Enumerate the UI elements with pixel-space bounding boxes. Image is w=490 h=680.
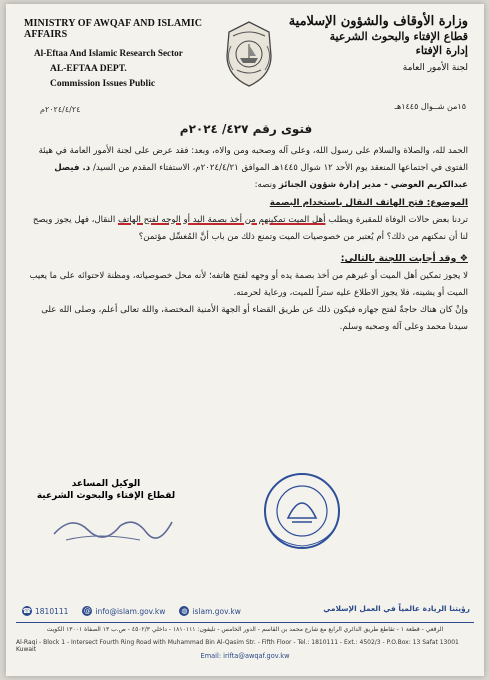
vision-slogan xyxy=(323,604,470,613)
slogan-text: الريادة عالمياً في العمل الإسلامي xyxy=(323,604,447,613)
committee-name-ar: لجنة الأمور العامة xyxy=(402,63,468,73)
phone-contact xyxy=(22,606,68,616)
footer xyxy=(6,592,484,676)
department-name-en: AL-EFTAA DEPT. xyxy=(50,64,127,74)
subject-line xyxy=(24,194,468,212)
phone-number: 1810111 xyxy=(35,606,69,616)
question-start: تردنا بعض حالات الوفاة للمقبرة ويطلب xyxy=(325,215,468,225)
intro-text: الحمد لله، والصلاة والسلام على رسول الله، وعلى آله وصحبه ومن والاه، وبعد: فقد عرض على لجنة الأمور العامة في هيئة الفتوى في اجتماعها المنعقد يوم الأحد ١٢ شوال ١٤٤٥هـ الموافق ٢٠٢٤/٤/٢١م، الاستفتاء المقدم من السيد/ xyxy=(38,146,468,173)
committee-name-en: Commission Issues Public xyxy=(50,79,156,89)
address-english: Al-Raqi - Block 1 - Intersect Fourth Ring Road with Muhammad Bin Al-Qasim Str. - Fifth Floor - Tel.: 1810111 - Ext.: 4502/3 - P.O.Box: 13 Safat 13001 Kuwait xyxy=(16,639,459,653)
signatory-sector: لقطاع الإفتاء والبحوث الشرعية xyxy=(36,491,176,501)
fatwa-title: فتوى رقم ٤٢٧/ ٢٠٢٤م xyxy=(179,122,313,136)
answer-heading: ❖ وقد أجابت اللجنة بالتالي: xyxy=(340,253,468,264)
subject-text: فتح الهاتف النقال باستخدام البصمة xyxy=(269,198,424,208)
answer-paragraph-2: وإنْ كان هناك حاجةٌ لفتح جهازه فيكون ذلك عن طريق القضاء أو الجهة الأمنية المختصة، والله تعالى أعلم، وصلى الله على سيدنا محمد وعلى آله وصحبه وسلم. xyxy=(41,305,468,332)
sector-name-ar: قطاع الإفتاء والبحوث الشرعية xyxy=(329,30,468,43)
handwritten-signature-icon xyxy=(48,508,178,548)
intro-paragraph xyxy=(24,143,468,194)
arabic-letterhead xyxy=(278,14,468,73)
hijri-date: ١٥من شــوال ١٤٤٥هـ xyxy=(394,102,466,111)
english-letterhead xyxy=(24,18,214,89)
question-end: النقال، فهل يجوز ويصح لنا أن نمكنهم من ذلك؟ أم يُعتبر من خصوصيات الميت وتمنع ذلك من باب أنَّ المُغسِّل مؤتمن؟ xyxy=(32,215,468,242)
email-contact[interactable] xyxy=(82,606,165,616)
sector-name-en: Al-Eftaa And Islamic Research Sector xyxy=(34,48,183,58)
letter-page xyxy=(6,4,484,676)
subject-label: الموضوع: xyxy=(426,198,468,208)
ministry-name-ar: وزارة الأوقاف والشؤون الإسلامية xyxy=(288,14,468,29)
phone-icon: ☎ xyxy=(22,607,32,615)
globe-icon: ◍ xyxy=(181,607,188,615)
fatwa-body xyxy=(24,122,468,336)
signatory-title: الوكيل المساعد xyxy=(71,479,141,489)
signature-block xyxy=(36,479,176,501)
gregorian-date: ٢٠٢٤/٤/٢٤م xyxy=(40,105,81,114)
kuwait-emblem-icon xyxy=(219,18,279,90)
footer-divider xyxy=(16,622,474,623)
address-arabic: الرقعي - قطعة ١ - تقاطع طريق الدائري الرابع مع شارع محمد بن القاسم - الدور الخامس - تليفون: ١٨١٠١١١ - داخلي ٤٥٠٢/٣ - ص.ب ١٣ الصفاة ١٣٠٠١ الكويت xyxy=(46,626,444,633)
petitioner-suffix: ونصه: xyxy=(254,180,277,190)
question-paragraph xyxy=(24,212,468,246)
website-contact[interactable] xyxy=(179,606,240,616)
department-name-ar: إدارة الإفتاء xyxy=(415,44,468,57)
website-url[interactable]: islam.gov.kw xyxy=(192,606,241,616)
ministry-name-en: MINISTRY OF AWQAF AND ISLAMIC AFFAIRS xyxy=(24,18,203,40)
question-highlighted: أهل الميت تمكينهم من أخذ بصمة اليد أو الوجه لفتح الهاتف xyxy=(117,215,326,225)
sector-seal-icon xyxy=(254,470,350,552)
vision-label: رؤيتنا xyxy=(449,604,470,613)
email-address[interactable]: info@islam.gov.kw xyxy=(95,606,166,616)
email-icon: @ xyxy=(83,607,91,615)
petitioner-name: د. فيصل عبدالكريم العوضي - مدير إدارة شؤون الجنائز xyxy=(54,163,468,190)
footer-email[interactable]: Email: irifta@awqaf.gov.kw xyxy=(200,652,290,660)
answer-paragraph-1: لا يجوز تمكين أهل الميت أو غيرهم من أخذ بصمة يده أو وجهه لفتح هاتفه؛ لأنه محل خصوصياته، ومظنة لاحتوائه على ما يعيب الميت أو يشينه، فلا يجوز الاطلاع عليه ستراً للميت، ورعاية لحرمته. xyxy=(29,271,468,298)
